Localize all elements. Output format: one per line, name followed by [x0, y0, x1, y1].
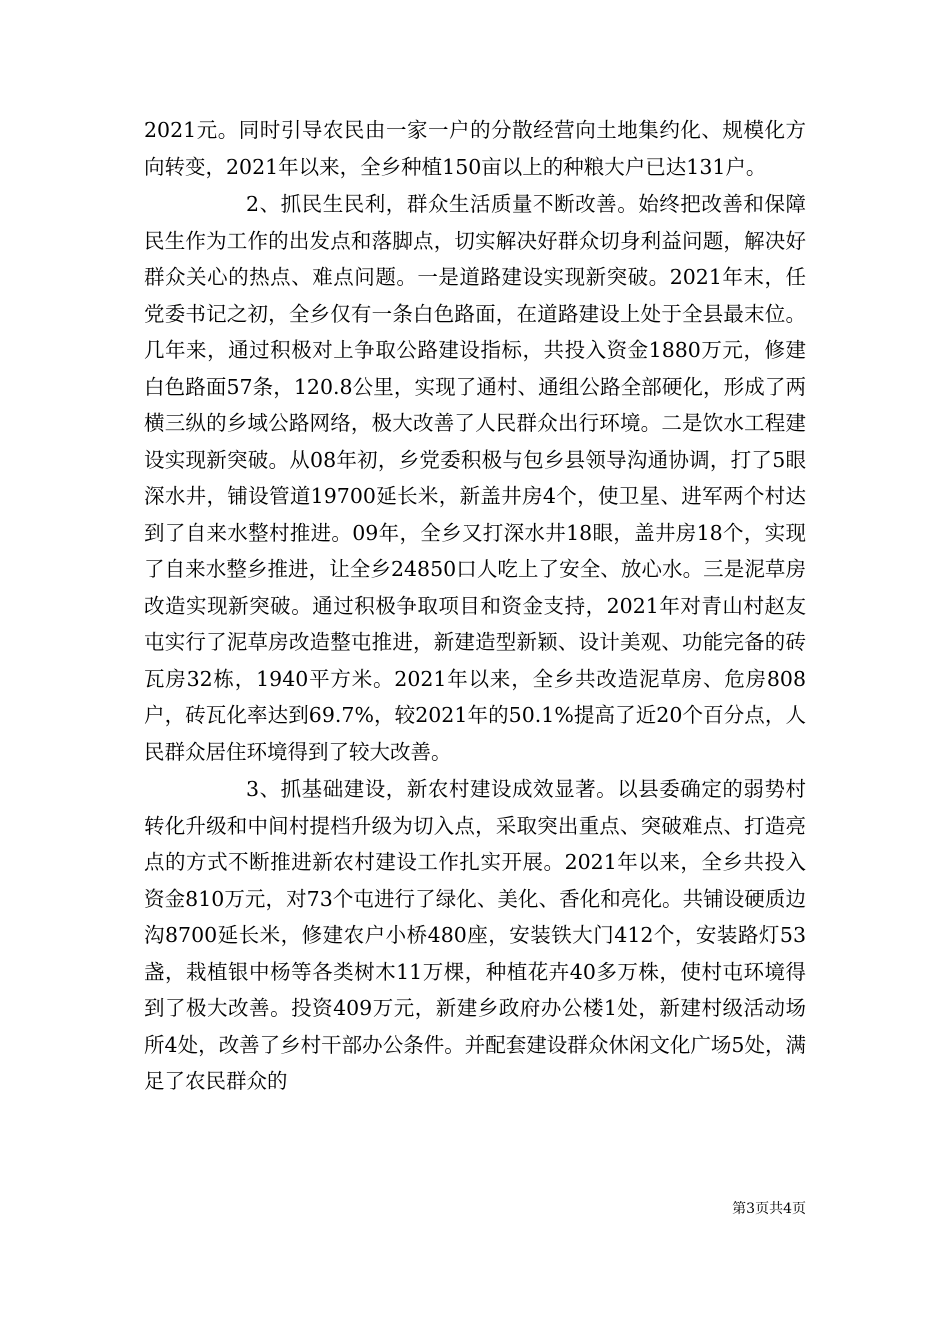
document-body — [144, 112, 806, 1100]
paragraph-infrastructure: 3、抓基础建设，新农村建设成效显著。以县委确定的弱势村转化升级和中间村提档升级为切入点，采取突出重点、突破难点、打造亮点的方式不断推进新农村建设工作扎实开展。2021年以来，全乡共投入资金810万元，对73个屯进行了绿化、美化、香化和亮化。共铺设硬质边沟8700延长米，修建农户小桥480座，安装铁大门412个，安装路灯53盏，栽植银中杨等各类树木11万棵，种植花卉40多万株，使村屯环境得到了极大改善。投资409万元，新建乡政府办公楼1处，新建村级活动场所4处，改善了乡村干部办公条件。并配套建设群众休闲文化广场5处，满足了农民群众的 — [144, 777, 806, 1093]
paragraph-livelihood: 2、抓民生民利，群众生活质量不断改善。始终把改善和保障民生作为工作的出发点和落脚点，切实解决好群众切身利益问题，解决好群众关心的热点、难点问题。一是道路建设实现新突破。2021年末，任党委书记之初，全乡仅有一条白色路面，在道路建设上处于全县最末位。几年来，通过积极对上争取公路建设指标，共投入资金1880万元，修建白色路面57条，120.8公里，实现了通村、通组公路全部硬化，形成了两横三纵的乡域公路网络，极大改善了人民群众出行环境。二是饮水工程建设实现新突破。从08年初，乡党委积极与包乡县领导沟通协调，打了5眼深水井，铺设管道19700延长米，新盖井房4个，使卫星、进军两个村达到了自来水整村推进。09年，全乡又打深水井18眼，盖井房18个，实现了自来水整乡推进，让全乡24850口人吃上了安全、放心水。三是泥草房改造实现新突破。通过积极争取项目和资金支持，2021年对青山村赵友屯实行了泥草房改造整屯推进，新建造型新颖、设计美观、功能完备的砖瓦房32栋，1940平方米。2021年以来，全乡共改造泥草房、危房808户，砖瓦化率达到69.7%，较2021年的50.1%提高了近20个百分点，人民群众居住环境得到了较大改善。 — [144, 192, 806, 764]
page-footer-number: 第3页共4页 — [732, 1201, 806, 1217]
paragraph-income-continuation: 2021元。同时引导农民由一家一户的分散经营向土地集约化、规模化方向转变，2021年以来，全乡种植150亩以上的种粮大户已达131户。 — [144, 118, 806, 179]
